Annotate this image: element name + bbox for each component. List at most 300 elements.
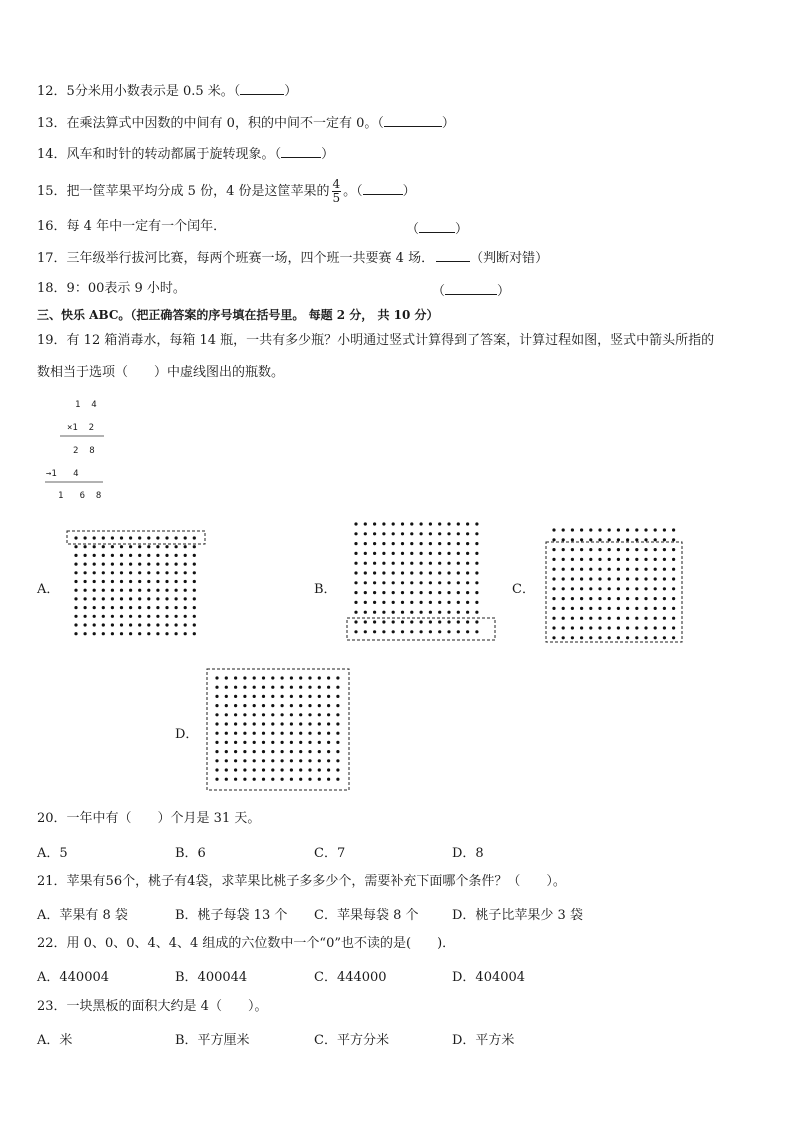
dot [663,626,666,629]
dot [562,538,565,541]
dot [663,548,666,551]
dot [253,713,256,716]
dot [466,620,469,623]
dot [608,577,611,580]
dot [475,532,478,535]
dot [429,522,432,525]
dot [281,713,284,716]
dot [262,704,265,707]
dot [129,536,132,539]
dot [318,695,321,698]
dot [644,636,647,639]
dot [336,713,339,716]
dot [354,532,357,535]
dot [175,554,178,557]
question-text: 三年级举行拔河比赛，每两个班赛一场，四个班一共要赛 4 场． [66,251,435,266]
dot [93,597,96,600]
dot [193,589,196,592]
q22-choice-c[interactable]: C．444000 [314,970,387,985]
dot [281,741,284,744]
dot [215,778,218,781]
dot [373,620,376,623]
dot [184,571,187,574]
dot [74,571,77,574]
dot [165,597,168,600]
dot [175,571,178,574]
dot [156,589,159,592]
dot [429,620,432,623]
dot [635,577,638,580]
dot [165,563,168,566]
question-16 [37,218,226,236]
dot [225,759,228,762]
dot [571,538,574,541]
dot [318,722,321,725]
dot [308,713,311,716]
section-note: （把正确答案的序号填在括号里。 每题 2 分， 共 10 分） [130,308,439,322]
dot [138,545,141,548]
dot [318,704,321,707]
dot [290,713,293,716]
dot [420,532,423,535]
dot [598,568,601,571]
dot [184,563,187,566]
dot [225,778,228,781]
dot [193,580,196,583]
dot [215,722,218,725]
dot [654,597,657,600]
dot [466,571,469,574]
dot [243,778,246,781]
dot [93,545,96,548]
q21-choice-b[interactable]: B．桃子每袋 13 个 [175,908,288,923]
dot [644,538,647,541]
dot [318,686,321,689]
dot [580,636,583,639]
q23-choice-a[interactable]: A．米 [37,1033,73,1048]
dot [147,606,150,609]
dot [147,545,150,548]
option-d-label[interactable]: D． [175,727,199,742]
dot [475,591,478,594]
option-d-dot-figure[interactable] [205,668,351,792]
question-17: 17．三年级举行拔河比赛，每两个班赛一场，四个班一共要赛 4 场． （判断对错） [37,251,549,266]
question-13: 13．在乘法算式中因数的中间有 0，积的中间不一定有 0。（ ） [37,116,455,131]
dot [562,636,565,639]
q20-choice-b[interactable]: B．6 [175,846,206,861]
dot [571,617,574,620]
dot [175,632,178,635]
dot [271,768,274,771]
dot [165,615,168,618]
dot [589,558,592,561]
dot [120,571,123,574]
dot [193,615,196,618]
dot [392,532,395,535]
dot [475,552,478,555]
dot [608,626,611,629]
dot [74,536,77,539]
dot [147,623,150,626]
dot [175,545,178,548]
dot [262,778,265,781]
dot [626,636,629,639]
dot [438,552,441,555]
dot [644,597,647,600]
dot [147,554,150,557]
dot [215,741,218,744]
dot [84,606,87,609]
dot [571,548,574,551]
dot [598,636,601,639]
dot [243,768,246,771]
dot [102,545,105,548]
dot [447,542,450,545]
dot [589,636,592,639]
option-b-label[interactable]: B． [314,582,337,597]
dot [243,686,246,689]
dot [354,552,357,555]
dot [410,601,413,604]
dot [608,548,611,551]
dot [457,552,460,555]
dot [438,532,441,535]
dot [354,611,357,614]
question-text: 9：00表示 9 小时。 [66,281,186,296]
dot [93,580,96,583]
dot [234,713,237,716]
dot [299,759,302,762]
question-text: 5分米用小数表示是 0.5 米。 [66,84,234,99]
dot [262,741,265,744]
dot [373,552,376,555]
dot [175,580,178,583]
dot [138,632,141,635]
dot [364,522,367,525]
dot [336,676,339,679]
q20-choice-d[interactable]: D．8 [452,846,484,861]
option-c-label[interactable]: C． [512,582,535,597]
dot [663,587,666,590]
q21-choice-c[interactable]: C．苹果每袋 8 个 [314,908,419,923]
dot [382,620,385,623]
dot [617,636,620,639]
question-18 [37,280,186,298]
dot [438,581,441,584]
dot [429,571,432,574]
q20-choice-a[interactable]: A．5 [37,846,68,861]
dot [420,542,423,545]
dot [457,630,460,633]
dot [420,591,423,594]
dot [281,732,284,735]
dot [193,563,196,566]
dot [364,601,367,604]
dot [401,532,404,535]
dot [382,571,385,574]
dot [234,778,237,781]
dot [156,571,159,574]
answer-blank[interactable] [436,249,470,262]
dot [364,620,367,623]
dot [552,597,555,600]
dot [401,630,404,633]
dot [102,632,105,635]
dot [401,611,404,614]
dot [392,620,395,623]
dot [562,568,565,571]
dot [447,611,450,614]
dot [429,591,432,594]
dot [654,617,657,620]
dot [318,741,321,744]
dot [74,615,77,618]
dot [626,617,629,620]
dot [215,732,218,735]
answer-blank[interactable] [419,220,455,233]
q22-choice-d[interactable]: D．404004 [452,970,526,985]
dot [475,611,478,614]
dot [138,615,141,618]
dot [571,607,574,610]
dot [234,732,237,735]
dot [129,563,132,566]
dot [129,615,132,618]
dot [635,528,638,531]
dot [299,722,302,725]
dot [215,750,218,753]
dot [111,606,114,609]
dot [644,626,647,629]
dot [271,722,274,725]
dot [262,768,265,771]
dot [120,606,123,609]
dot [571,587,574,590]
dot [617,558,620,561]
dot [626,577,629,580]
dot [429,562,432,565]
question-16-answer: （ ） [406,222,469,237]
question-text: 在乘法算式中因数的中间有 0，积的中间不一定有 0。 [66,116,378,131]
dot [281,768,284,771]
dot [165,632,168,635]
dot [429,552,432,555]
dot [617,548,620,551]
q21-choice-d[interactable]: D．桃子比苹果少 3 袋 [452,908,583,923]
dot [327,713,330,716]
dot [373,601,376,604]
dot [466,591,469,594]
dot [262,732,265,735]
answer-blank[interactable] [240,82,284,95]
dot [290,695,293,698]
dot [420,601,423,604]
dot [608,587,611,590]
dot [580,548,583,551]
dot [644,607,647,610]
dot [308,759,311,762]
dot [111,571,114,574]
dot [129,589,132,592]
dot [447,522,450,525]
answer-blank[interactable] [363,182,403,195]
dot [663,607,666,610]
dot [336,732,339,735]
dot [225,686,228,689]
question-22: 22．用 0、0、0、4、4、4 组成的六位数中一个“0”也不读的是( )． [37,936,456,951]
option-b-dot-figure[interactable] [344,520,498,644]
dot [299,741,302,744]
question-19-line1: 19．有 12 箱消毒水，每箱 14 瓶，一共有多少瓶？小明通过竖式计算得到了答案，计算过程如图，竖式中箭头所指的 [37,333,715,348]
dot [102,536,105,539]
dot [562,548,565,551]
dot [466,630,469,633]
dot [438,562,441,565]
dot [175,597,178,600]
dot [138,554,141,557]
dot [111,615,114,618]
dot [336,778,339,781]
answer-blank[interactable] [384,114,442,127]
fraction-four-fifths: $\frac{4}{5}$ [332,177,341,205]
dot [111,632,114,635]
dot [74,580,77,583]
dot [327,759,330,762]
dot [299,732,302,735]
dot [253,778,256,781]
dot [410,620,413,623]
dot [225,704,228,707]
dot [552,538,555,541]
dot [654,636,657,639]
dot [165,606,168,609]
option-c-dot-figure[interactable] [544,526,684,644]
dot [93,623,96,626]
dot [562,597,565,600]
dot [318,768,321,771]
dot [215,713,218,716]
answer-blank[interactable] [281,145,321,158]
option-a-dot-figure[interactable] [66,530,208,644]
dot [129,597,132,600]
dot [475,562,478,565]
dot [225,713,228,716]
dot [290,768,293,771]
dot [336,750,339,753]
dot [589,577,592,580]
dot [644,528,647,531]
dot [635,558,638,561]
q22-choice-b[interactable]: B．400044 [175,970,248,985]
dot [215,695,218,698]
dot [138,597,141,600]
dot [438,542,441,545]
dot [475,571,478,574]
dot [457,522,460,525]
dot [382,522,385,525]
q21-choice-a[interactable]: A．苹果有 8 袋 [37,908,128,923]
q23-choice-c[interactable]: C．平方分米 [314,1033,389,1048]
dot [120,597,123,600]
dot [102,606,105,609]
dot [234,768,237,771]
dot [672,587,675,590]
dot [382,542,385,545]
dot [281,676,284,679]
option-a-label[interactable]: A． [37,582,60,597]
dot [156,580,159,583]
dot [271,732,274,735]
dot [74,597,77,600]
dot [626,548,629,551]
dot [354,620,357,623]
dot [290,750,293,753]
dot [598,538,601,541]
dot [234,676,237,679]
dot [354,581,357,584]
dot [327,768,330,771]
dot [327,686,330,689]
dot [401,552,404,555]
dot [93,571,96,574]
dot [373,630,376,633]
dot [589,528,592,531]
dot [165,536,168,539]
dot [193,623,196,626]
dot [93,606,96,609]
dot [571,626,574,629]
dot [299,676,302,679]
dot [373,542,376,545]
dot [401,562,404,565]
dot [318,750,321,753]
dot [156,545,159,548]
dot [336,686,339,689]
dot [175,536,178,539]
dot [644,568,647,571]
dot [290,686,293,689]
dot [184,606,187,609]
q23-choice-d[interactable]: D．平方米 [452,1033,515,1048]
dot [225,732,228,735]
dot [373,611,376,614]
answer-blank[interactable] [445,282,497,295]
question-number: 16． [37,219,67,234]
dot [672,528,675,531]
dot [654,548,657,551]
dot [318,732,321,735]
dot [138,563,141,566]
dot [147,632,150,635]
dot [617,577,620,580]
dot [308,778,311,781]
dot [253,732,256,735]
q22-choice-a[interactable]: A．440004 [37,970,110,985]
dot [552,617,555,620]
dot [354,542,357,545]
dot [84,623,87,626]
dot [308,676,311,679]
q23-choice-b[interactable]: B．平方厘米 [175,1033,250,1048]
dot [457,620,460,623]
dot [598,617,601,620]
dot [644,548,647,551]
dot [654,538,657,541]
q20-choice-c[interactable]: C．7 [314,846,346,861]
dot [138,589,141,592]
dot [457,542,460,545]
dot [102,580,105,583]
